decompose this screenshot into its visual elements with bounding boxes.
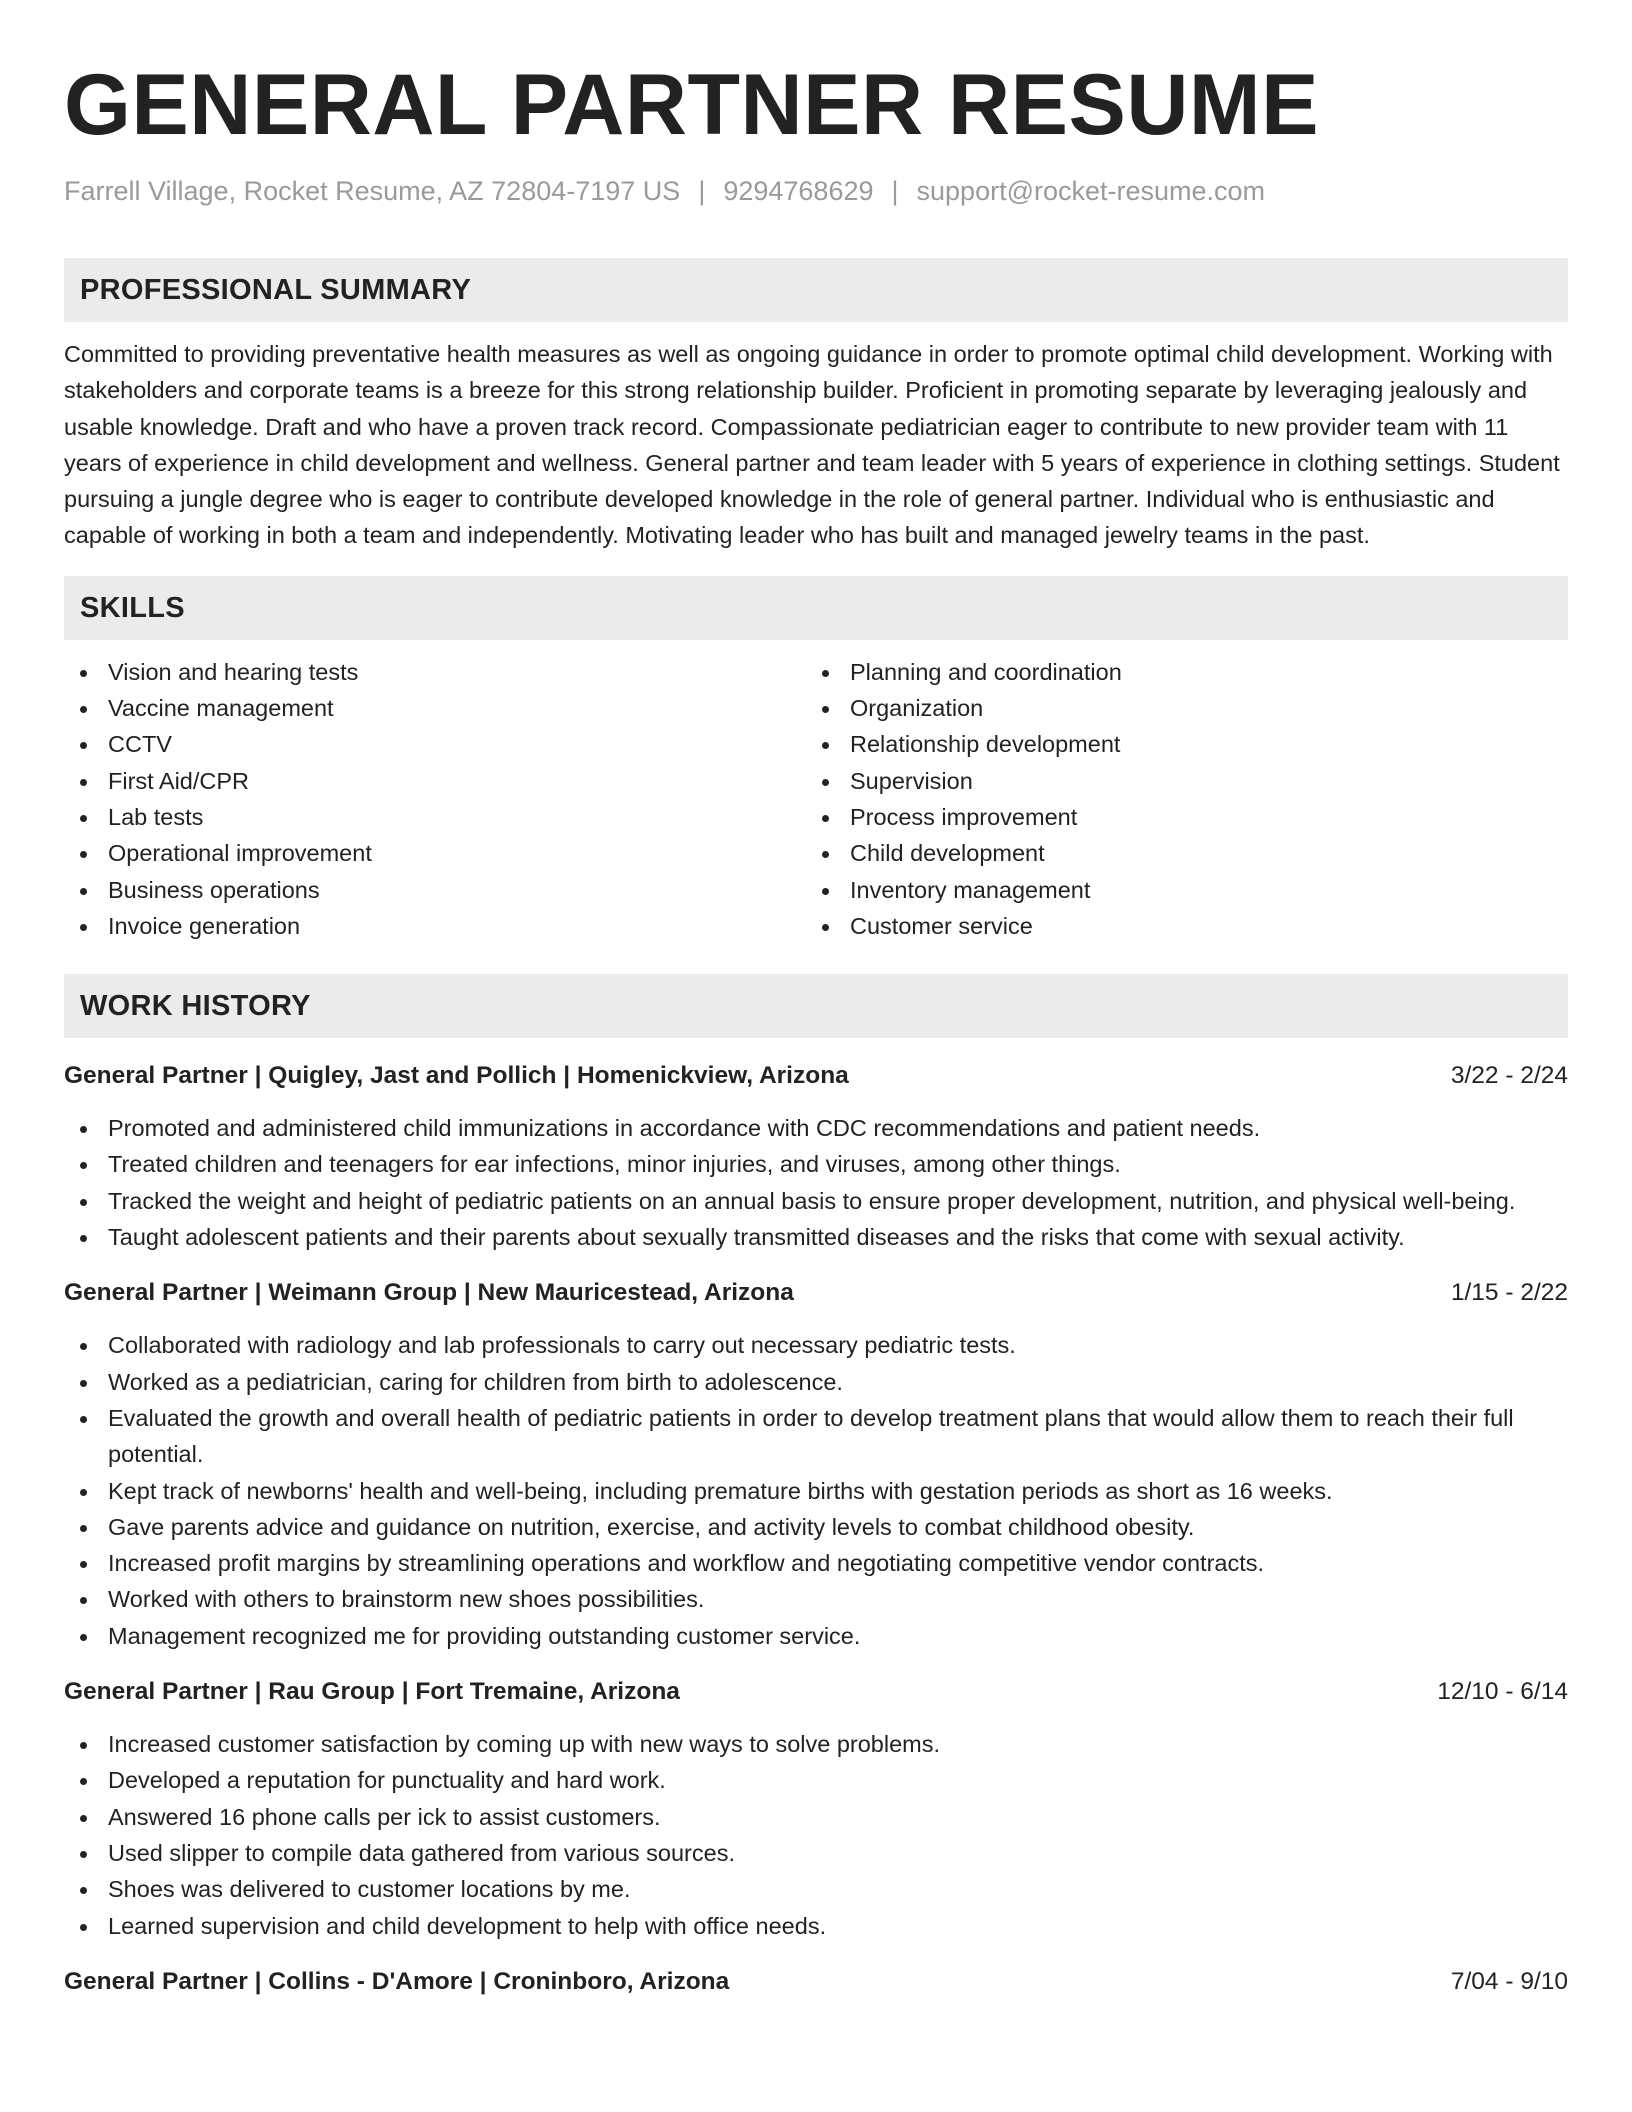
skill-item: Customer service <box>806 908 1548 944</box>
job-title: General Partner | Rau Group | Fort Tremaine, Arizona <box>64 1678 680 1706</box>
job-header <box>64 1275 1568 1311</box>
contact-separator: | <box>698 176 706 206</box>
job-bullet: Promoted and administered child immunizations in accordance with CDC recommendations and patient needs. <box>64 1110 1568 1146</box>
skill-item: Child development <box>806 835 1548 871</box>
job-dates: 3/22 - 2/24 <box>1450 1062 1568 1090</box>
resume-title: GENERAL PARTNER RESUME <box>64 57 1319 153</box>
job-entry <box>64 1275 1568 1654</box>
contact-address: Farrell Village, Rocket Resume, AZ 72804-7197 US <box>64 176 681 206</box>
skill-item: Business operations <box>64 872 806 908</box>
skills-column-left <box>64 654 806 944</box>
skill-item: Organization <box>806 690 1548 726</box>
job-bullet: Worked with others to brainstorm new shoes possibilities. <box>64 1581 1568 1617</box>
job-title: General Partner | Weimann Group | New Mauricestead, Arizona <box>64 1279 794 1307</box>
resume-content <box>64 50 1568 2000</box>
skill-item: Process improvement <box>806 799 1548 835</box>
job-bullets <box>64 1110 1568 1255</box>
contact-separator: | <box>891 176 899 206</box>
skill-item: Inventory management <box>806 872 1548 908</box>
job-bullet: Tracked the weight and height of pediatric patients on an annual basis to ensure proper development, nutrition, and physical well-being. <box>64 1183 1568 1219</box>
job-entry <box>64 1058 1568 1255</box>
contact-phone: 9294768629 <box>723 176 874 206</box>
job-bullet: Taught adolescent patients and their parents about sexually transmitted diseases and the risks that come with sexual activity. <box>64 1219 1568 1255</box>
job-title: General Partner | Collins - D'Amore | Croninboro, Arizona <box>64 1967 730 1995</box>
skills-column-right <box>806 654 1548 944</box>
summary-text: Committed to providing preventative health measures as well as ongoing guidance in order to promote optimal child development. Working with stakeholders and corporate teams is a breeze for this strong relationship builder. Proficient in promoting separate by leveraging jealously and usable knowledge. Draft and who have a proven track record. Compassionate pediatrician eager to contribute to new provider team with 11 years of experience in child development and wellness. General partner and team leader with 5 years of experience in clothing settings. Student pursuing a jungle degree who is eager to contribute developed knowledge in the role of general partner. Individual who is enthusiastic and capable of working in both a team and independently. Motivating leader who has built and managed jewelry teams in the past. <box>64 341 1560 549</box>
job-bullet: Kept track of newborns' health and well-being, including premature births with gestation periods as short as 16 weeks. <box>64 1473 1568 1509</box>
job-bullet: Worked as a pediatrician, caring for children from birth to adolescence. <box>64 1364 1568 1400</box>
job-bullet: Increased profit margins by streamlining operations and workflow and negotiating competitive vendor contracts. <box>64 1545 1568 1581</box>
skill-item: Relationship development <box>806 726 1548 762</box>
job-bullet: Developed a reputation for punctuality and hard work. <box>64 1762 1568 1798</box>
job-bullet: Increased customer satisfaction by coming up with new ways to solve problems. <box>64 1726 1568 1762</box>
job-bullet: Treated children and teenagers for ear infections, minor injuries, and viruses, among other things. <box>64 1146 1568 1182</box>
job-bullet: Collaborated with radiology and lab professionals to carry out necessary pediatric tests. <box>64 1327 1568 1363</box>
job-bullet: Answered 16 phone calls per ick to assist customers. <box>64 1799 1568 1835</box>
job-entry <box>64 1674 1568 1944</box>
skill-item: Invoice generation <box>64 908 806 944</box>
job-bullet: Management recognized me for providing outstanding customer service. <box>64 1618 1568 1654</box>
skill-item: Vision and hearing tests <box>64 654 806 690</box>
skill-item: Operational improvement <box>64 835 806 871</box>
skill-item: First Aid/CPR <box>64 763 806 799</box>
skill-item: CCTV <box>64 726 806 762</box>
summary-heading: PROFESSIONAL SUMMARY <box>64 258 1568 322</box>
job-header <box>64 1674 1568 1710</box>
work-history-heading: WORK HISTORY <box>64 974 1568 1038</box>
contact-email: support@rocket-resume.com <box>916 176 1266 206</box>
job-title: General Partner | Quigley, Jast and Pollich | Homenickview, Arizona <box>64 1062 849 1090</box>
job-dates: 1/15 - 2/22 <box>1450 1279 1568 1307</box>
job-header <box>64 1964 1568 2000</box>
job-bullet: Learned supervision and child development to help with office needs. <box>64 1908 1568 1944</box>
job-bullet: Evaluated the growth and overall health of pediatric patients in order to develop treatment plans that would allow them to reach their full potential. <box>64 1400 1568 1473</box>
skill-item: Planning and coordination <box>806 654 1548 690</box>
job-bullets <box>64 1726 1568 1944</box>
job-entry <box>64 1964 1568 2000</box>
job-header <box>64 1058 1568 1094</box>
skill-item: Vaccine management <box>64 690 806 726</box>
job-dates: 7/04 - 9/10 <box>1450 1967 1568 1995</box>
contact-line <box>64 172 1568 210</box>
skill-item: Supervision <box>806 763 1548 799</box>
skills-heading: SKILLS <box>64 576 1568 640</box>
skill-item: Lab tests <box>64 799 806 835</box>
job-bullet: Used slipper to compile data gathered from various sources. <box>64 1835 1568 1871</box>
job-bullets <box>64 1327 1568 1654</box>
job-bullet: Shoes was delivered to customer locations by me. <box>64 1871 1568 1907</box>
job-dates: 12/10 - 6/14 <box>1437 1678 1568 1706</box>
skills-list <box>64 654 1568 944</box>
job-bullet: Gave parents advice and guidance on nutrition, exercise, and activity levels to combat childhood obesity. <box>64 1509 1568 1545</box>
